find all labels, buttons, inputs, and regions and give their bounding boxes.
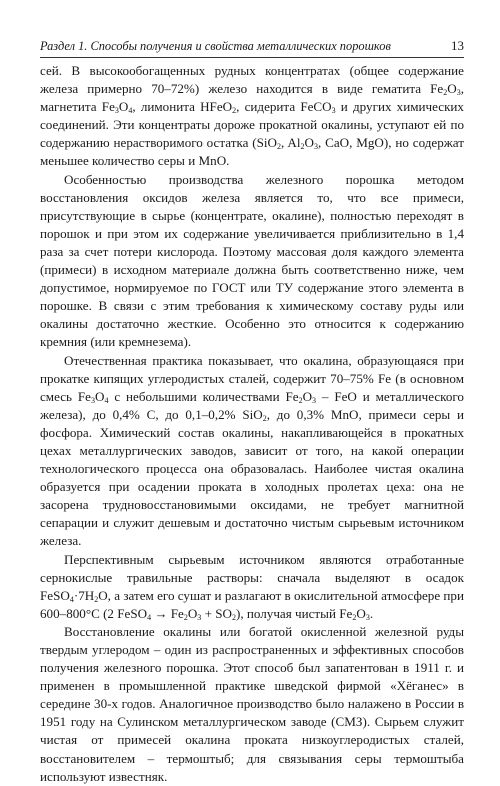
paragraph-3: Отечественная практика показывает, что окалина, образующаяся при прокатке кипящих углеродистых сталей, содержит 70–75% Fe (в основном смесь $Fe_3O_4$ с небольшими количествами $Fe_2O_3$ – FeO и металлического железа), до 0,4% С, до 0,1–0,2% SiO$_2$, до 0,3% MnO, примеси серы и фосфора. Химический состав окалины, накапливающейся в прокатных цехах металлургических заводов, зависит от того, на какой операции технологического процесса она образовалась. Наиболее чистая окалина образуется при осадении проката в холодных пролетах цеха: она не засорена трудновосстановимыми оксидами, не требует магнитной сепарации и служит дешевым и достаточно чистым сырьевым источником железа. xyxy=(40,352,464,549)
body-text xyxy=(40,58,464,786)
paragraph-4: Перспективным сырьевым источником являются отработанные сернокислые травильные растворы: сначала выделяют в осадок $FeSO_4\cdot 7H_2O$, а затем его сушат и разлагают в окислительной атмосфере при 600–800°С (2 FeSO$_4$ → $Fe_2O_3 + SO_2$), получая чистый $Fe_2O_3$. xyxy=(40,551,464,622)
paragraph-2: Особенностью производства железного порошка методом восстановления оксидов железа является то, что все примеси, присутствующие в сырье (концентрате, окалине), полностью переходят в порошок и при этом их содержание увеличивается приблизительно в 1,4 раза за счет потери кислорода. Поэтому массовая доля каждого элемента (примеси) в исходном материале должна быть соответственно ниже, чем допустимое, нормируемое по ГОСТ или ТУ содержание этого элемента в порошке. В связи с этим требования к химическому составу руды или окалины достаточно жесткие. Особенно это относится к содержанию кремния (или кремнезема). xyxy=(40,171,464,350)
paragraph-5: Восстановление окалины или богатой окисленной железной руды твердым углеродом – один из распространенных и эффективных способов получения железного порошка. Этот способ был запатентован в 1911 г. и применен в промышленной практике шведской фирмой «Хёганес» в середине 30-х годов. Аналогичное производство было налажено в России в 1951 году на Сулинском металлургическом заводе (СМЗ). Сырьем служит чистая от примесей окалина проката низкоуглеродистых сталей, восстановителем – термоштыб; для связывания серы термоштыба используют известняк. xyxy=(40,623,464,784)
header-title: Раздел 1. Способы получения и свойства металлических порошков xyxy=(40,39,391,53)
running-header xyxy=(40,0,464,58)
paragraph-1: сей. В высокообогащенных рудных концентратах (общее содержание железа примерно 70–72%) железо находится в виде гематита $Fe_2O_3$, магнетита $Fe_3O_4$, лимонита HFeO$_2$, сидерита FeCO$_3$ и других химических соединений. Эти концентраты дороже прокатной окалины, уступают ей по содержанию нерастворимого остатка (SiO$_2$, $Al_2O_3$, CaO, MgO), но содержат меньшее количество серы и MnO. xyxy=(40,63,465,169)
page-number: 13 xyxy=(451,38,464,53)
